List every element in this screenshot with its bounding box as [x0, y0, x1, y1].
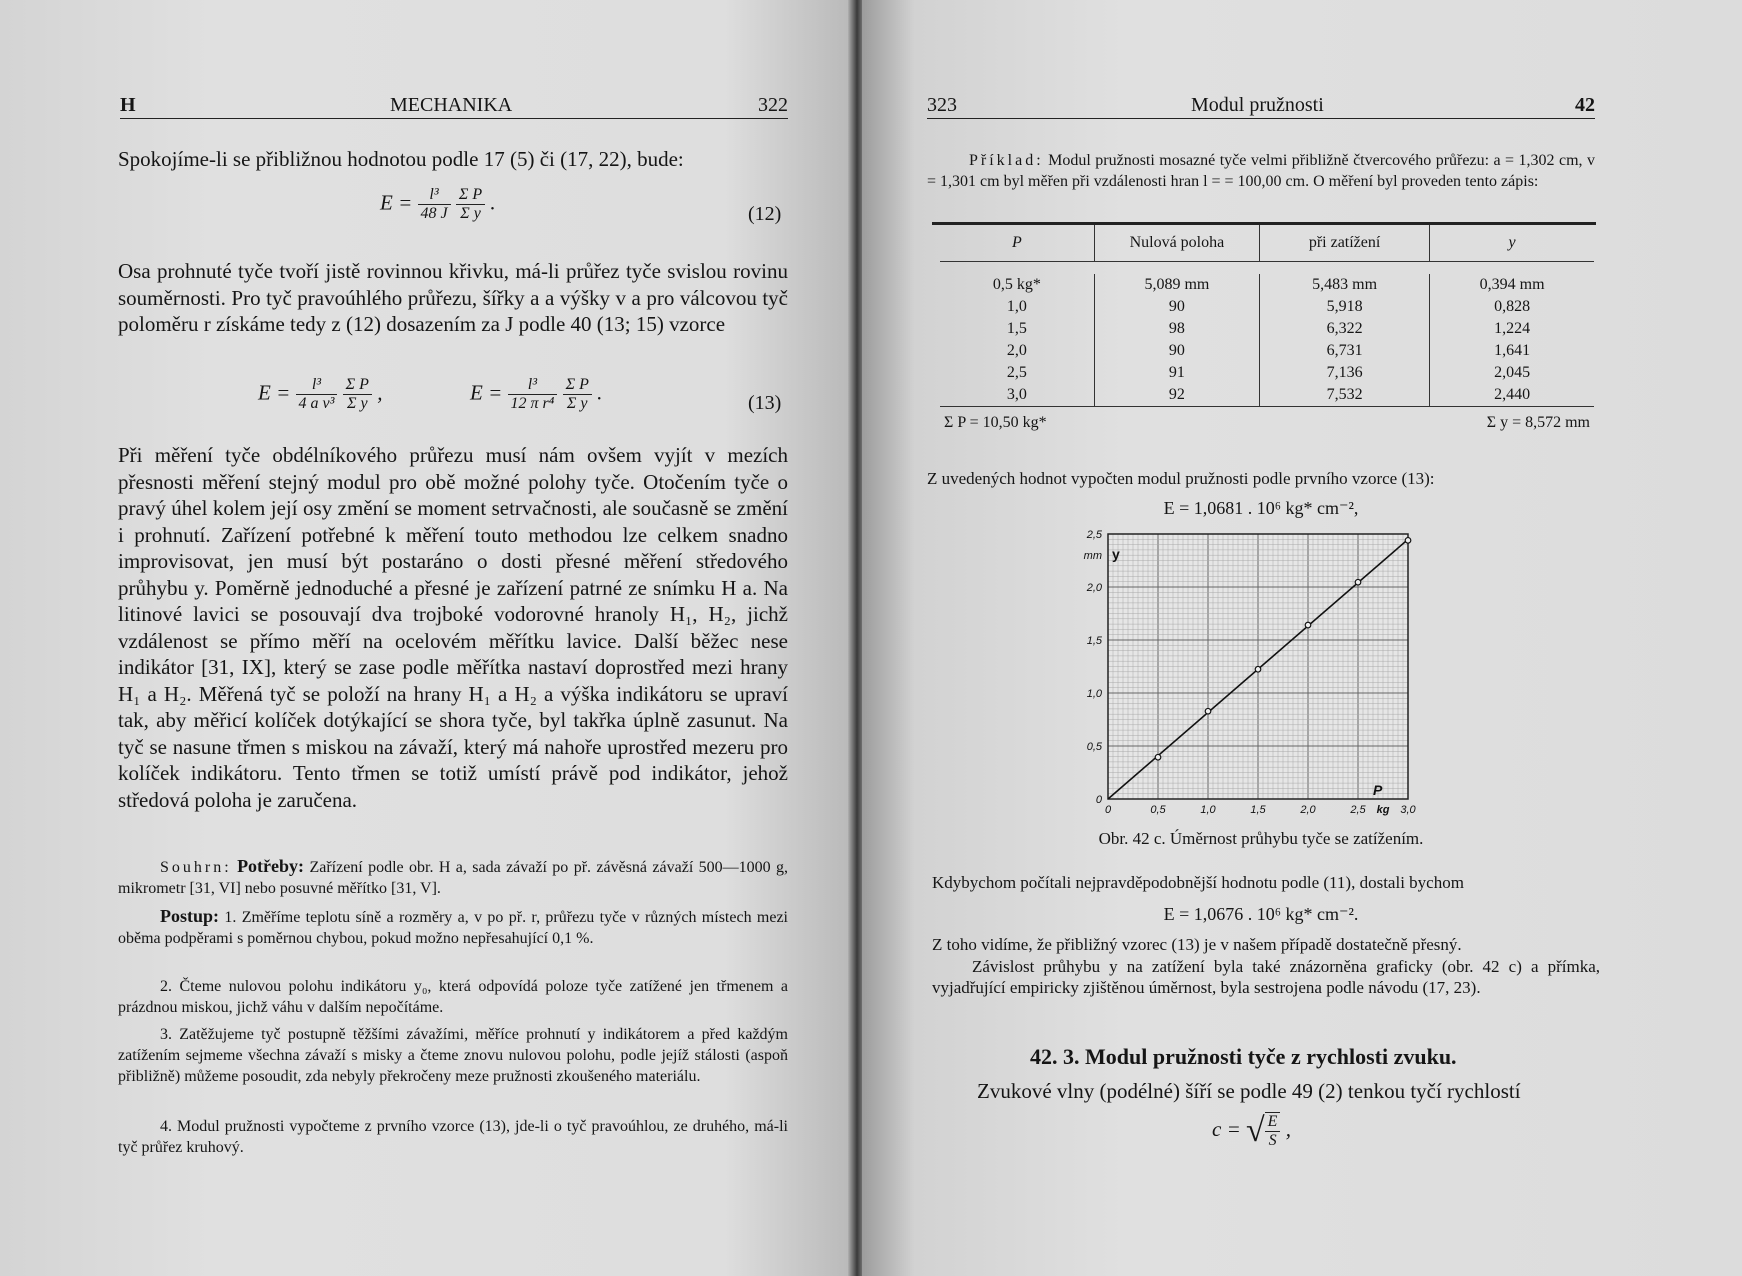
- eq13a-den2: Σ y: [346, 395, 368, 412]
- paragraph-osa: Osa prohnuté tyče tvoří jistě rovinnou křivku, má-li průřez tyče svislou rovinu souměrnosti. Pro tyč pravoúhlého průřezu, šířky a a výšky v a pro válcovou tyč poloměru r získáme tedy z (12) dosazením za J podle 40 (13; 15) vzorce: [118, 259, 788, 336]
- eq13b-lhs: E =: [470, 380, 503, 405]
- y-tick-label: 0,5: [1086, 741, 1102, 753]
- equation-c: [1212, 1112, 1291, 1150]
- table-row: 1,5 98 6,322 1,224: [940, 318, 1594, 340]
- col-header-p: P: [940, 225, 1094, 262]
- x-tick-label: 3,0: [1400, 804, 1416, 816]
- eq12-den1: 48 J: [420, 205, 448, 222]
- figure-caption: Obr. 42 c. Úměrnost průhybu tyče se zatížením.: [1098, 829, 1424, 848]
- eq13b-den2: Σ y: [566, 395, 588, 412]
- data-point: [1205, 708, 1211, 714]
- section-letter: H: [120, 94, 136, 116]
- paragraph-vypocten: Z uvedených hodnot vypočten modul pružnosti podle prvního vzorce (13):: [927, 469, 1435, 488]
- sum-p: Σ P = 10,50 kg*: [940, 407, 1260, 435]
- eq-c-num: E: [1265, 1113, 1281, 1132]
- equation-e2: E = 1,0676 . 10⁶ kg* cm⁻².: [1163, 904, 1359, 924]
- postup-step-1: [118, 906, 788, 949]
- priklad-label: Příklad:: [969, 152, 1044, 169]
- x-tick-label: 0: [1104, 804, 1112, 816]
- data-point: [1405, 538, 1411, 544]
- col-header-nulova: Nulová poloha: [1094, 225, 1259, 262]
- page-number: 323: [927, 94, 957, 116]
- x-axis-label: P: [1373, 782, 1383, 798]
- table-row: 3,0 92 7,532 2,440: [940, 384, 1594, 407]
- eq12-num2: Σ P: [456, 186, 485, 205]
- eq13b-num1: l³: [508, 376, 558, 395]
- running-title: MECHANIKA: [390, 94, 513, 116]
- col-header-zatizeni: při zatížení: [1260, 225, 1430, 262]
- step-1-text: 1. Změříme teplotu síně a rozměry a, v po př. r, průřezu tyče v různých místech mezi oběma podpěrami s poměrnou chybou, pokud možno nepřesahující 0,1 %.: [118, 909, 789, 947]
- souhrn-label: Souhrn:: [160, 859, 232, 876]
- table-row: 0,5 kg* 5,089 mm 5,483 mm 0,394 mm: [940, 274, 1594, 296]
- paragraph-kdybychom: Kdybychom počítali nejpravděpodobnější hodnotu podle (11), dostali bychom: [932, 873, 1464, 892]
- page-number: 322: [758, 94, 788, 116]
- eq13a-end: ,: [377, 380, 383, 405]
- paragraph-ztoho: Z toho vidíme, že přibližný vzorec (13) je v našem případě dostatečně přesný.: [932, 935, 1462, 954]
- souhrn-text: Zařízení podle obr. H a, sada závaží po př. závěsná závaží 500—1000 g, mikrometr [31, VI] nebo posuvné měřítko [31, V].: [118, 859, 789, 897]
- y-axis-label: y: [1112, 546, 1120, 563]
- sqrt-sign: √: [1246, 1112, 1265, 1149]
- postup-step-2: 2. Čteme nulovou polohu indikátoru y₀, která odpovídá poloze tyče zatížené jen třmenem a prázdnou miskou, jichž váhu v dalším nepočítáme.: [118, 978, 788, 1016]
- eq12-num1: l³: [418, 186, 451, 205]
- data-point: [1255, 666, 1261, 672]
- x-tick-label: 2,0: [1300, 804, 1316, 816]
- x-tick-label: 1,5: [1250, 804, 1266, 816]
- souhrn-paragraph: [118, 856, 788, 899]
- x-tick-label: 1,0: [1200, 804, 1216, 816]
- left-page: [0, 0, 852, 1276]
- eq12-end: .: [490, 190, 496, 215]
- equation-e1: E = 1,0681 . 10⁶ kg* cm⁻²,: [1163, 498, 1359, 518]
- eq13b-den1: 12 π r⁴: [510, 395, 555, 412]
- equation-number-13: (13): [748, 392, 782, 414]
- y-tick-label: 1,0: [1086, 688, 1102, 700]
- right-page-header: [927, 94, 1595, 119]
- y-tick-label: 2,5: [1086, 529, 1102, 541]
- sum-y: Σ y = 8,572 mm: [1260, 407, 1595, 435]
- y-tick-label: 0: [1095, 794, 1102, 806]
- paragraph-zavislost: Závislost průhybu y na zatížení byla také znázorněna graficky (obr. 42 c) a přímka, vyjadřující empiricky zjištěnou úměrnost, byla sestrojena podle návodu (17, 23).: [932, 957, 1600, 997]
- col-header-y: y: [1508, 234, 1516, 251]
- eq13b-num2: Σ P: [563, 376, 592, 395]
- eq13a-num1: l³: [296, 376, 338, 395]
- data-point: [1155, 754, 1161, 760]
- postup-step-3: 3. Zatěžujeme tyč postupně těžšími závažími, měříce prohnutí y indikátorem a před každým zatížením sejmeme všechna závaží s misky a čteme znovu nulovou polohu, podle jejíž stálosti (aspoň přibližně) můžeme posoudit, zda nebyly překročeny meze pružnosti zkoušeného materiálu.: [118, 1026, 788, 1085]
- eq-c-end: ,: [1285, 1116, 1291, 1141]
- paragraph-intro: Spokojíme-li se přibližnou hodnotou podle 17 (5) či (17, 22), bude:: [118, 147, 684, 171]
- eq13b-end: .: [597, 380, 603, 405]
- table-row: 2,0 90 6,731 1,641: [940, 340, 1594, 362]
- data-point: [1305, 622, 1311, 628]
- section-heading: 42. 3. Modul pružnosti tyče z rychlosti zvuku.: [1030, 1044, 1457, 1069]
- table-row: 1,0 90 5,918 0,828: [940, 296, 1594, 318]
- equation-13b: [470, 376, 602, 413]
- paragraph-mereni: Při měření tyče obdélníkového průřezu musí nám ovšem vyjít v mezích přesnosti měření stejný modul pro obě možné polohy tyče. Otočením tyče o pravý úhel kolem její osy změní se moment setrvačnosti, ale současně se změní i prohnutí. Zařízení potřebné k měření touto methodou lze celkem snadno improvisovat, jen musí být postaráno o dosti přesné měření středového průhybu y. Poměrně jednoduché a přesné je zařízení patrné ze snímku H a. Na litinové lavici se posouvají dva trojboké vodorovné hranoly H₁, H₂, jichž vzdálenost se přímo měří na ocelovém měřítku lavice. Další běžec nese indikátor [31, IX], který se zase podle měřítka nastaví doprostřed mezi hrany H₁ a H₂. Měřená tyč se položí na hrany H₁ a H₂ a výška indikátoru se upraví tak, aby měřicí kolíček dotýkající se shora tyče, byl takřka úplně zasunut. Na tyč se nasune třmen s miskou na závaží, který má nahoře uprostřed mezeru pro kolíček indikátoru. Tento třmen se totiž umístí právě pod indikátor, jehož středová poloha je zaručena.: [118, 443, 788, 812]
- x-axis-unit: kg: [1376, 804, 1390, 816]
- equation-13a: [258, 376, 382, 413]
- potreby-label: Potřeby:: [237, 856, 305, 876]
- table-row: 2,5 91 7,136 2,045: [940, 362, 1594, 384]
- eq12-lhs: E =: [380, 190, 413, 215]
- postup-label: Postup:: [160, 906, 220, 926]
- chart-42c: [1060, 520, 1460, 820]
- equation-number-12: (12): [748, 203, 782, 225]
- section-number: 42: [1575, 94, 1595, 116]
- left-page-header: [120, 94, 788, 119]
- priklad-paragraph: [927, 150, 1595, 192]
- data-point: [1355, 579, 1361, 585]
- x-tick-label: 0,5: [1150, 804, 1166, 816]
- y-tick-label: 1,5: [1086, 635, 1102, 647]
- y-axis-unit: mm: [1083, 550, 1102, 563]
- eq12-den2: Σ y: [460, 205, 481, 222]
- running-title: Modul pružnosti: [1191, 94, 1324, 116]
- priklad-text: Modul pružnosti mosazné tyče velmi přibližně čtvercového průřezu: a = 1,302 cm, v = 1,301 cm byl měřen při vzdálenosti hran l = = 100,00 cm. O měření byl proveden tento zápis:: [927, 152, 1595, 190]
- eq13a-lhs: E =: [258, 380, 291, 405]
- eq-c-lhs: c =: [1212, 1116, 1241, 1141]
- eq-c-den: S: [1268, 1132, 1277, 1149]
- equation-12: [380, 186, 496, 223]
- y-tick-label: 2,0: [1086, 582, 1102, 594]
- measurement-table: [940, 225, 1594, 434]
- paragraph-zvukove: Zvukové vlny (podélné) šíří se podle 49 (2) tenkou tyčí rychlostí: [977, 1079, 1521, 1103]
- table-sum-row: [940, 407, 1594, 435]
- eq13a-den1: 4 a v³: [298, 395, 335, 412]
- x-tick-label: 2,5: [1350, 804, 1366, 816]
- eq13a-num2: Σ P: [343, 376, 372, 395]
- postup-step-4: 4. Modul pružnosti vypočteme z prvního vzorce (13), jde-li o tyč pravoúhlou, ze druhého, má-li tyč průřez kruhový.: [118, 1118, 788, 1156]
